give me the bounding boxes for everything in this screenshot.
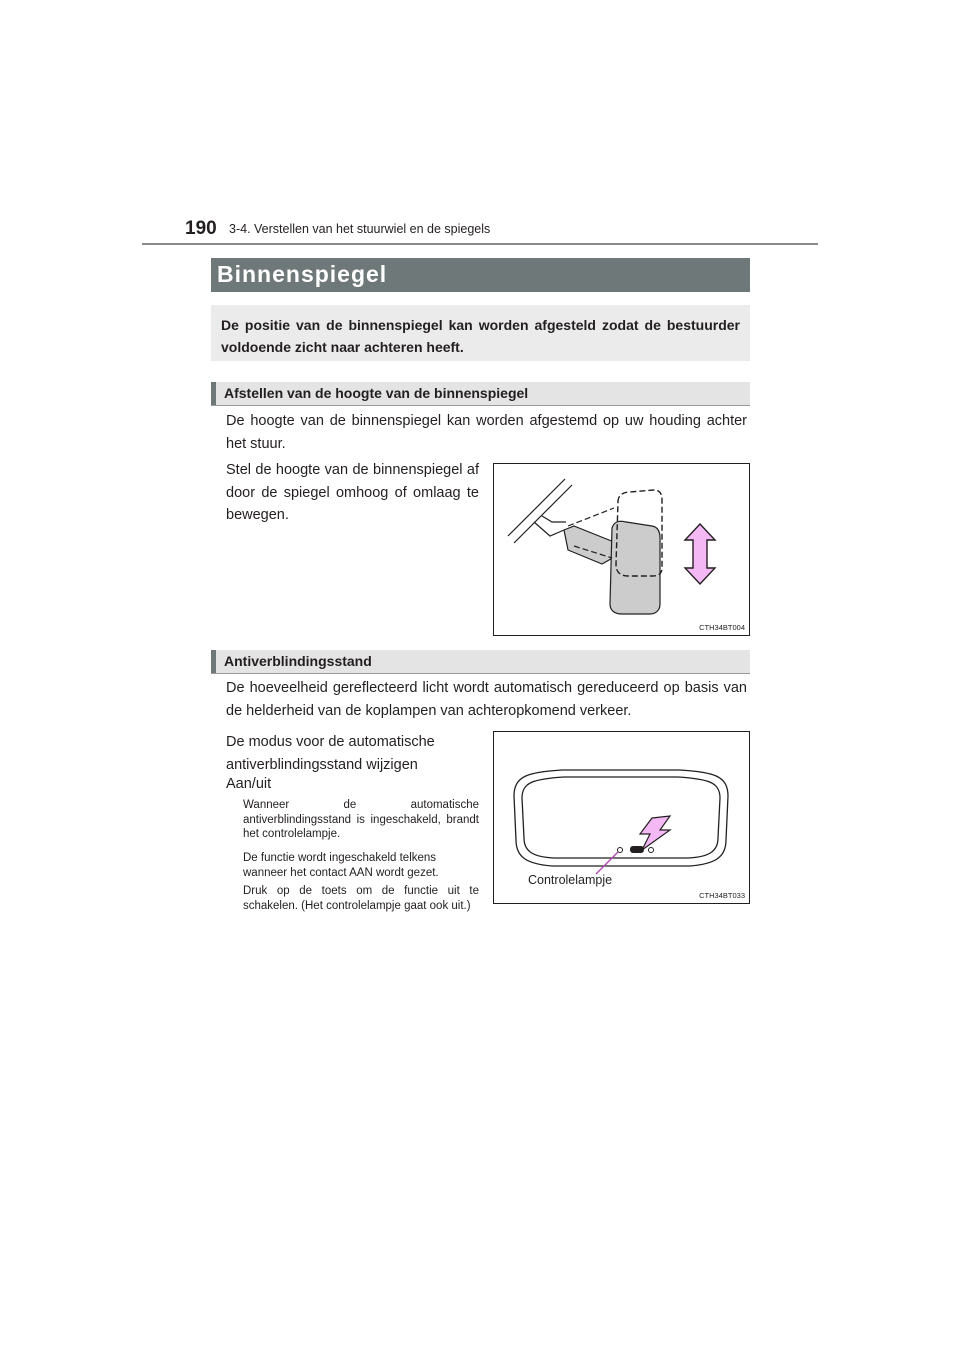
paragraph-height-instruction: Stel de hoogte van de binnenspiegel af door de spiegel omhoog of omlaag te bewegen. bbox=[226, 462, 479, 523]
figure-antiglare-mirror bbox=[493, 731, 750, 904]
page-number: 190 bbox=[185, 218, 217, 239]
figure-code: CTH34BT004 bbox=[699, 623, 745, 632]
title-bar bbox=[211, 258, 750, 292]
up-down-arrow-icon bbox=[685, 524, 715, 584]
section-path: 3-4. Verstellen van het stuurwiel en de spiegels bbox=[229, 222, 491, 236]
note-turn-off: Druk op de toets om de functie uit te schakelen. (Het controlelampje gaat ook uit.) bbox=[243, 885, 479, 912]
section-heading-height bbox=[211, 382, 750, 406]
intro-box bbox=[211, 305, 750, 361]
note-indicator-on: Wanneer de automatische antiverblindingsstand is ingeschakeld, brandt het controlelampje. bbox=[243, 799, 479, 841]
figure-code: CTH34BT033 bbox=[699, 891, 745, 900]
heading-accent bbox=[211, 382, 216, 405]
header-rule bbox=[142, 243, 818, 245]
paragraph-antiglare-intro: De hoeveelheid gereflecteerd licht wordt automatisch gereduceerd op basis van de helderheid van de koplampen van achteropkomend verkeer. bbox=[226, 680, 747, 719]
paragraph-antiglare-mode: De modus voor de automatische antiverblindingsstand wijzigen bbox=[226, 734, 435, 773]
paragraph-height-intro: De hoogte van de binnenspiegel kan worden afgestemd op uw houding achter het stuur. bbox=[226, 413, 747, 452]
mirror-height-illustration bbox=[494, 464, 749, 635]
figure-mirror-height bbox=[493, 463, 750, 636]
page-title: Binnenspiegel bbox=[217, 261, 388, 287]
note-auto-enable: De functie wordt ingeschakeld telkens wanneer het contact AAN wordt gezet. bbox=[243, 852, 439, 879]
lightning-icon bbox=[640, 816, 670, 850]
callout-indicator-light: Controlelampje bbox=[528, 873, 613, 887]
section-heading-label: Afstellen van de hoogte van de binnenspiegel bbox=[224, 385, 529, 401]
heading-accent bbox=[211, 650, 216, 673]
paragraph-on-off: Aan/uit bbox=[226, 776, 272, 792]
intro-text: De positie van de binnenspiegel kan worden afgesteld zodat de bestuurder voldoende zicht naar achteren heeft. bbox=[221, 317, 740, 355]
section-heading-label: Antiverblindingsstand bbox=[224, 653, 372, 669]
section-heading-antiglare bbox=[211, 650, 750, 674]
